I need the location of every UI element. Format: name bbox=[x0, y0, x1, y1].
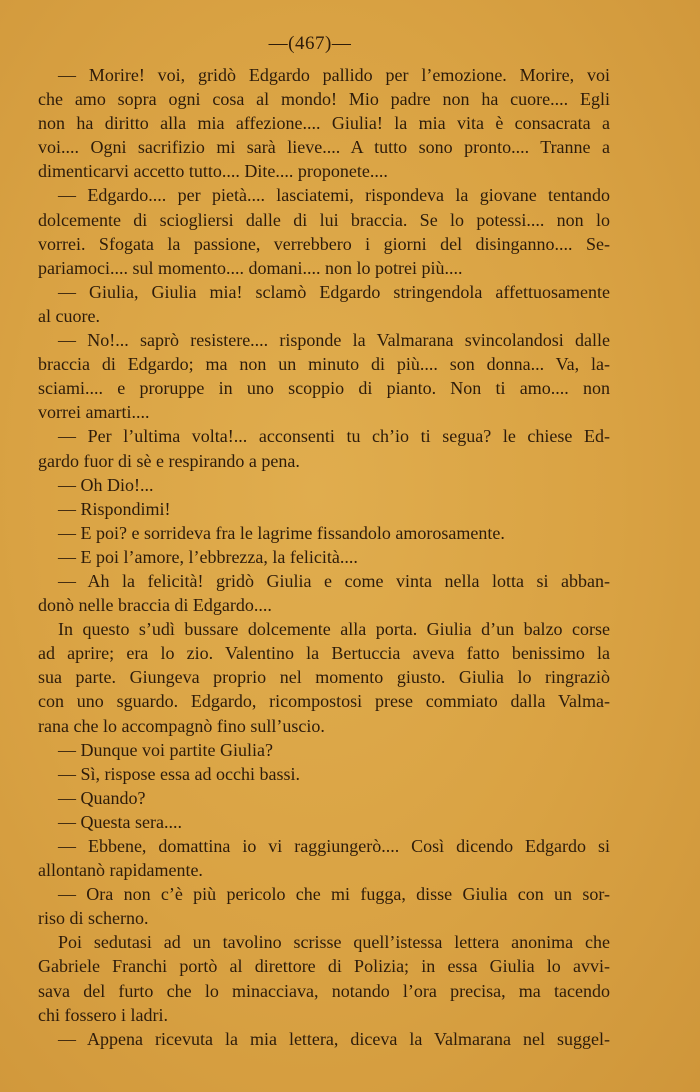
text-line: — E poi? e sorrideva fra le lagrime fissandolo amorosamente. bbox=[58, 522, 505, 543]
text-line: sciami.... e proruppe in uno scoppio di pianto. Non ti amo.... non bbox=[38, 378, 610, 399]
paragraph bbox=[38, 521, 610, 545]
text-line: — Dunque voi partite Giulia? bbox=[58, 739, 273, 760]
text-line: ad aprire; era lo zio. Valentino la Bertuccia aveva fatto benissimo la bbox=[38, 643, 610, 664]
text-line: sava del furto che lo minacciava, notando l’ora precisa, ma tacendo bbox=[38, 980, 610, 1001]
paragraph bbox=[38, 834, 610, 882]
text-line: — Questa sera.... bbox=[58, 811, 182, 832]
paragraph bbox=[38, 545, 610, 569]
text-line: In questo s’udì bussare dolcemente alla porta. Giulia d’un balzo corse bbox=[58, 619, 610, 640]
paragraph bbox=[38, 424, 610, 472]
text-line: — Per l’ultima volta!... acconsenti tu ch’io ti segua? le chiese Ed- bbox=[58, 426, 610, 447]
paragraph bbox=[38, 280, 610, 328]
text-line: vorrei. Sfogata la passione, verrebbero i giorni del disinganno.... Se- bbox=[38, 233, 610, 254]
text-line: con uno sguardo. Edgardo, ricompostosi prese commiato dalla Valma- bbox=[38, 691, 610, 712]
paragraph bbox=[38, 497, 610, 521]
text-line: — Ah la felicità! gridò Giulia e come vinta nella lotta si abban- bbox=[58, 570, 610, 591]
text-line: — Ora non c’è più pericolo che mi fugga, disse Giulia con un sor- bbox=[58, 884, 610, 905]
text-line: — E poi l’amore, l’ebbrezza, la felicità.... bbox=[58, 546, 358, 567]
paragraph bbox=[38, 617, 610, 737]
paragraph bbox=[38, 63, 610, 183]
text-line: dimenticarvi accetto tutto.... Dite.... proponete.... bbox=[38, 161, 388, 182]
body-text bbox=[38, 63, 610, 1051]
text-line: vorrei amarti.... bbox=[38, 402, 150, 423]
text-line: braccia di Edgardo; ma non un minuto di più.... son donna... Va, la- bbox=[38, 354, 610, 375]
text-line: voi.... Ogni sacrifizio mi sarà lieve.... A tutto sono pronto.... Tranne a bbox=[38, 137, 610, 158]
text-line: donò nelle braccia di Edgardo.... bbox=[38, 595, 272, 616]
text-line: Poi sedutasi ad un tavolino scrisse quell’istessa lettera anonima che bbox=[58, 932, 610, 953]
text-line: — Oh Dio!... bbox=[58, 474, 154, 495]
text-line: dolcemente di sciogliersi dalle di lui braccia. Se lo potessi.... non lo bbox=[38, 209, 610, 230]
text-line: gardo fuor di sè e respirando a pena. bbox=[38, 450, 300, 471]
paragraph bbox=[38, 569, 610, 617]
text-line: allontanò rapidamente. bbox=[38, 860, 203, 881]
text-line: — Ebbene, domattina io vi raggiungerò.... Così dicendo Edgardo si bbox=[58, 836, 610, 856]
text-line: pariamoci.... sul momento.... domani.... non lo potrei più.... bbox=[38, 257, 463, 278]
paragraph bbox=[38, 930, 610, 1026]
text-line: — Appena ricevuta la mia lettera, diceva la Valmarana nel suggel- bbox=[58, 1028, 610, 1049]
text-line: — Giulia, Giulia mia! sclamò Edgardo stringendola affettuosamente bbox=[58, 281, 610, 302]
text-line: al cuore. bbox=[38, 305, 100, 326]
paragraph bbox=[38, 810, 610, 834]
text-line: — No!... saprò resistere.... risponde la Valmarana svincolandosi dalle bbox=[58, 330, 610, 351]
text-line: sua parte. Giungeva proprio nel momento giusto. Giulia lo ringraziò bbox=[38, 667, 610, 688]
paragraph bbox=[38, 882, 610, 930]
text-line: non ha diritto alla mia affezione.... Giulia! la mia vita è consacrata a bbox=[38, 113, 610, 134]
paragraph bbox=[38, 328, 610, 424]
text-line: — Edgardo.... per pietà.... lasciatemi, rispondeva la giovane tentando bbox=[58, 185, 610, 206]
page-number: —(467)— bbox=[268, 33, 352, 54]
text-line: che amo sopra ogni cosa al mondo! Mio padre non ha cuore.... Egli bbox=[38, 89, 610, 110]
text-line: — Quando? bbox=[58, 787, 146, 808]
paragraph bbox=[38, 786, 610, 810]
text-line: rana che lo accompagnò fino sull’uscio. bbox=[38, 715, 325, 736]
text-line: — Rispondimi! bbox=[58, 498, 171, 519]
text-line: riso di scherno. bbox=[38, 908, 149, 929]
paragraph bbox=[38, 1027, 610, 1051]
text-line: — Morire! voi, gridò Edgardo pallido per l’emozione. Morire, voi bbox=[58, 65, 610, 85]
paragraph bbox=[38, 738, 610, 762]
text-line: Gabriele Franchi portò al direttore di Polizia; in essa Giulia lo avvi- bbox=[38, 956, 610, 977]
paragraph bbox=[38, 183, 610, 279]
paragraph bbox=[38, 762, 610, 786]
text-line: chi fossero i ladri. bbox=[38, 1004, 168, 1025]
text-line: — Sì, rispose essa ad occhi bassi. bbox=[58, 763, 300, 784]
paragraph bbox=[38, 473, 610, 497]
